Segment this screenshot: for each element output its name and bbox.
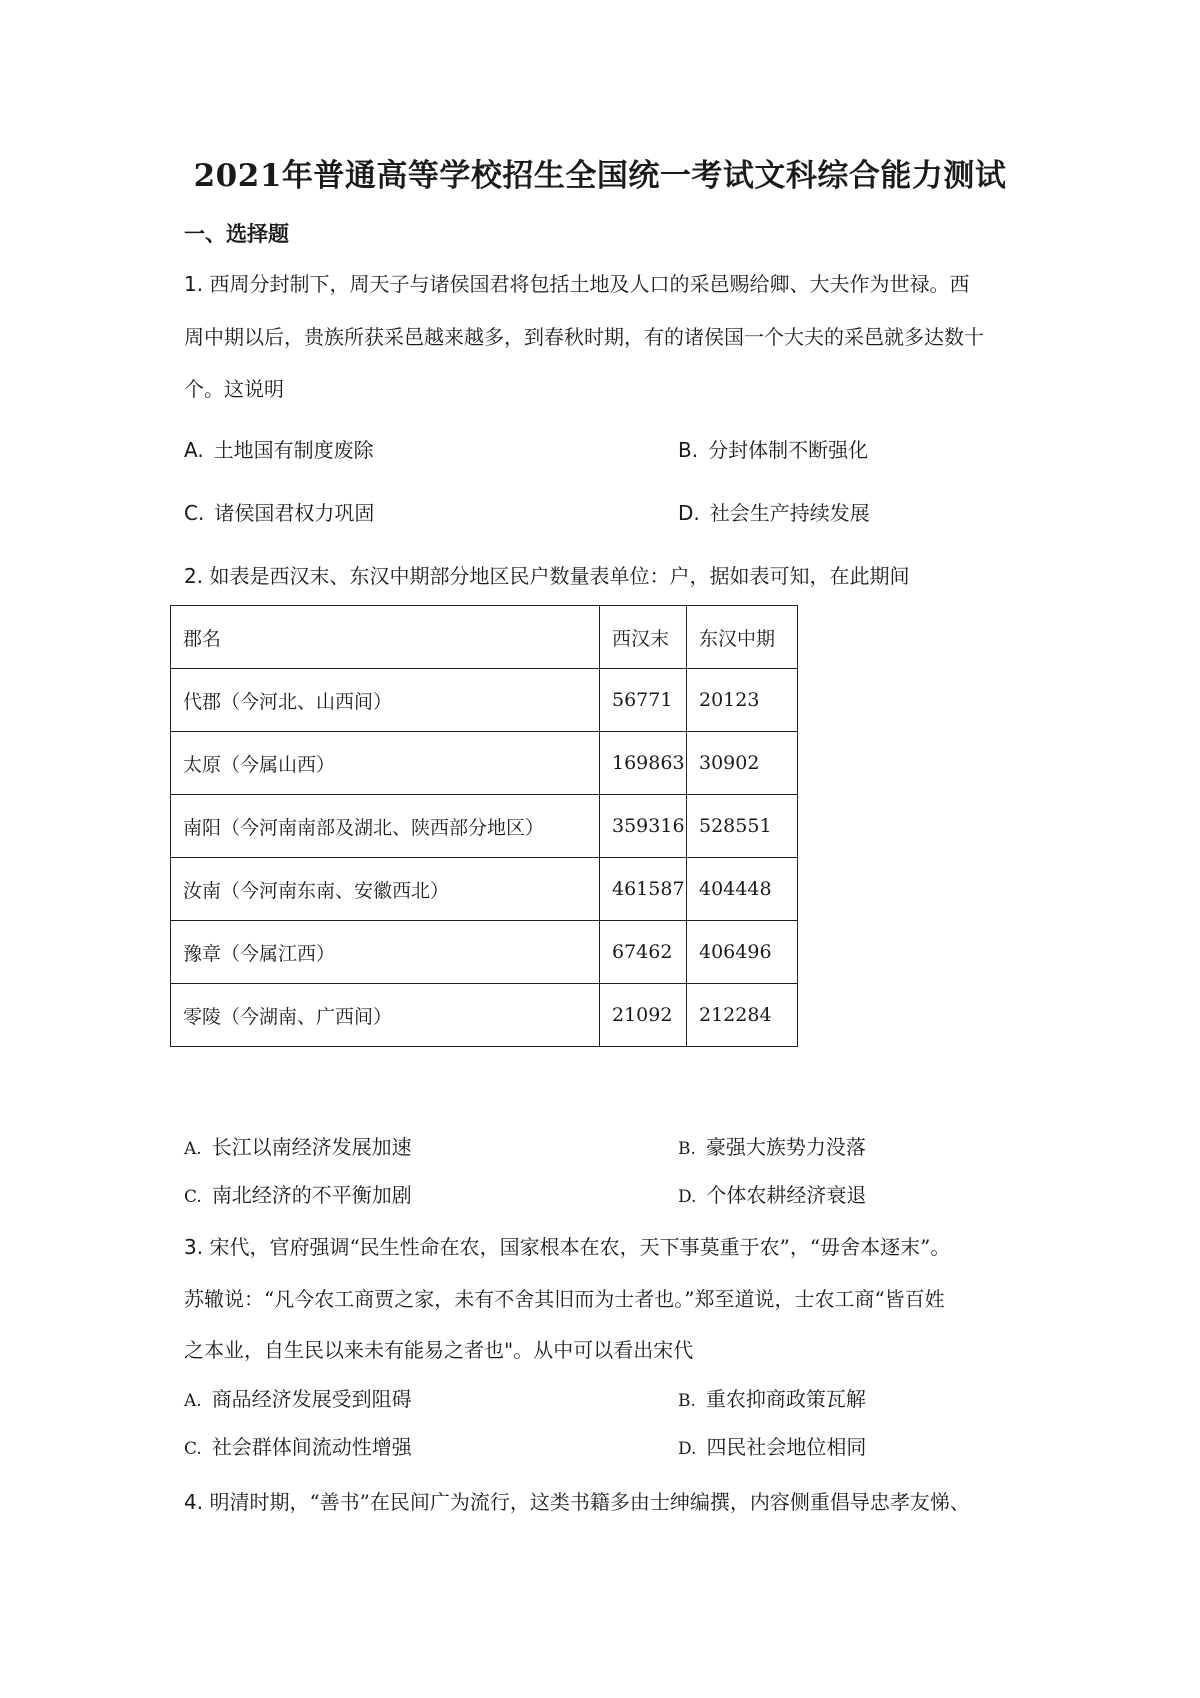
table-cell: 406496 — [687, 921, 798, 984]
question-1-option-d: D. 社会生产持续发展 — [678, 501, 870, 525]
question-2-option-b: B. 豪强大族势力没落 — [678, 1135, 866, 1159]
table-cell: 代郡（今河北、山西间） — [171, 669, 600, 732]
table-cell: 豫章（今属江西） — [171, 921, 600, 984]
question-1-line-1: 1. 西周分封制下，周天子与诸侯国君将包括土地及人口的采邑赐给卿、大夫作为世禄。西 — [184, 272, 970, 296]
question-3-option-b: B. 重农抑商政策瓦解 — [678, 1387, 866, 1411]
question-1-line-2: 周中期以后，贵族所获采邑越来越多，到春秋时期，有的诸侯国一个大夫的采邑就多达数十 — [184, 325, 984, 349]
table-cell: 528551 — [687, 795, 798, 858]
question-3-number: 3. — [184, 1235, 204, 1259]
question-2-option-c: C. 南北经济的不平衡加剧 — [184, 1183, 412, 1207]
table-cell: 零陵（今湖南、广西间） — [171, 984, 600, 1047]
question-4-line-1: 4. 明清时期，“善书”在民间广为流行，这类书籍多由士绅编撰，内容侧重倡导忠孝友悌、 — [184, 1490, 970, 1514]
table-cell: 461587 — [600, 858, 687, 921]
question-3-line-3: 之本业，自生民以来未有能易之者也"。从中可以看出宋代 — [184, 1338, 694, 1362]
table-cell: 太原（今属山西） — [171, 732, 600, 795]
table-cell: 30902 — [687, 732, 798, 795]
table-cell: 20123 — [687, 669, 798, 732]
table-cell: 404448 — [687, 858, 798, 921]
question-2-option-a: A. 长江以南经济发展加速 — [184, 1135, 412, 1159]
table-header-cell: 西汉末 — [600, 606, 687, 669]
question-4-number: 4. — [184, 1490, 204, 1514]
question-1-option-b: B. 分封体制不断强化 — [678, 438, 869, 462]
table-row — [171, 669, 798, 732]
question-1-option-c: C. 诸侯国君权力巩固 — [184, 501, 375, 525]
table-header-cell: 郡名 — [171, 606, 600, 669]
table-row — [171, 795, 798, 858]
page-title: 2021年普通高等学校招生全国统一考试文科综合能力测试 — [193, 158, 1007, 194]
section-heading: 一、选择题 — [184, 221, 289, 246]
table-cell: 169863 — [600, 732, 687, 795]
table-cell: 南阳（今河南南部及湖北、陕西部分地区） — [171, 795, 600, 858]
question-3-option-c: C. 社会群体间流动性增强 — [184, 1435, 412, 1459]
table-row — [171, 858, 798, 921]
table-cell: 67462 — [600, 921, 687, 984]
question-1-option-a: A. 土地国有制度废除 — [184, 438, 374, 462]
table-header-cell: 东汉中期 — [687, 606, 798, 669]
question-3-line-2: 苏辙说：“凡今农工商贾之家，未有不舍其旧而为士者也。”郑至道说，士农工商“皆百姓 — [184, 1287, 945, 1311]
table-cell: 56771 — [600, 669, 687, 732]
question-2-option-d: D. 个体农耕经济衰退 — [678, 1183, 867, 1207]
table-row — [171, 732, 798, 795]
table-row — [171, 984, 798, 1047]
table-header-row — [171, 606, 798, 669]
household-table — [170, 605, 798, 1047]
table-cell: 21092 — [600, 984, 687, 1047]
table-cell: 汝南（今河南东南、安徽西北） — [171, 858, 600, 921]
table-cell: 212284 — [687, 984, 798, 1047]
question-3-option-a: A. 商品经济发展受到阻碍 — [184, 1387, 412, 1411]
table-row — [171, 921, 798, 984]
question-2-number: 2. — [184, 564, 204, 588]
question-3-line-1: 3. 宋代，官府强调“民生性命在农，国家根本在农，天下事莫重于农”，“毋舍本逐末”。 — [184, 1235, 951, 1259]
question-3-option-d: D. 四民社会地位相同 — [678, 1435, 867, 1459]
question-1-number: 1. — [184, 272, 204, 296]
question-2-line-1: 2. 如表是西汉末、东汉中期部分地区民户数量表单位：户，据如表可知，在此期间 — [184, 564, 910, 588]
table-cell: 359316 — [600, 795, 687, 858]
question-1-line-3: 个。这说明 — [184, 377, 284, 401]
